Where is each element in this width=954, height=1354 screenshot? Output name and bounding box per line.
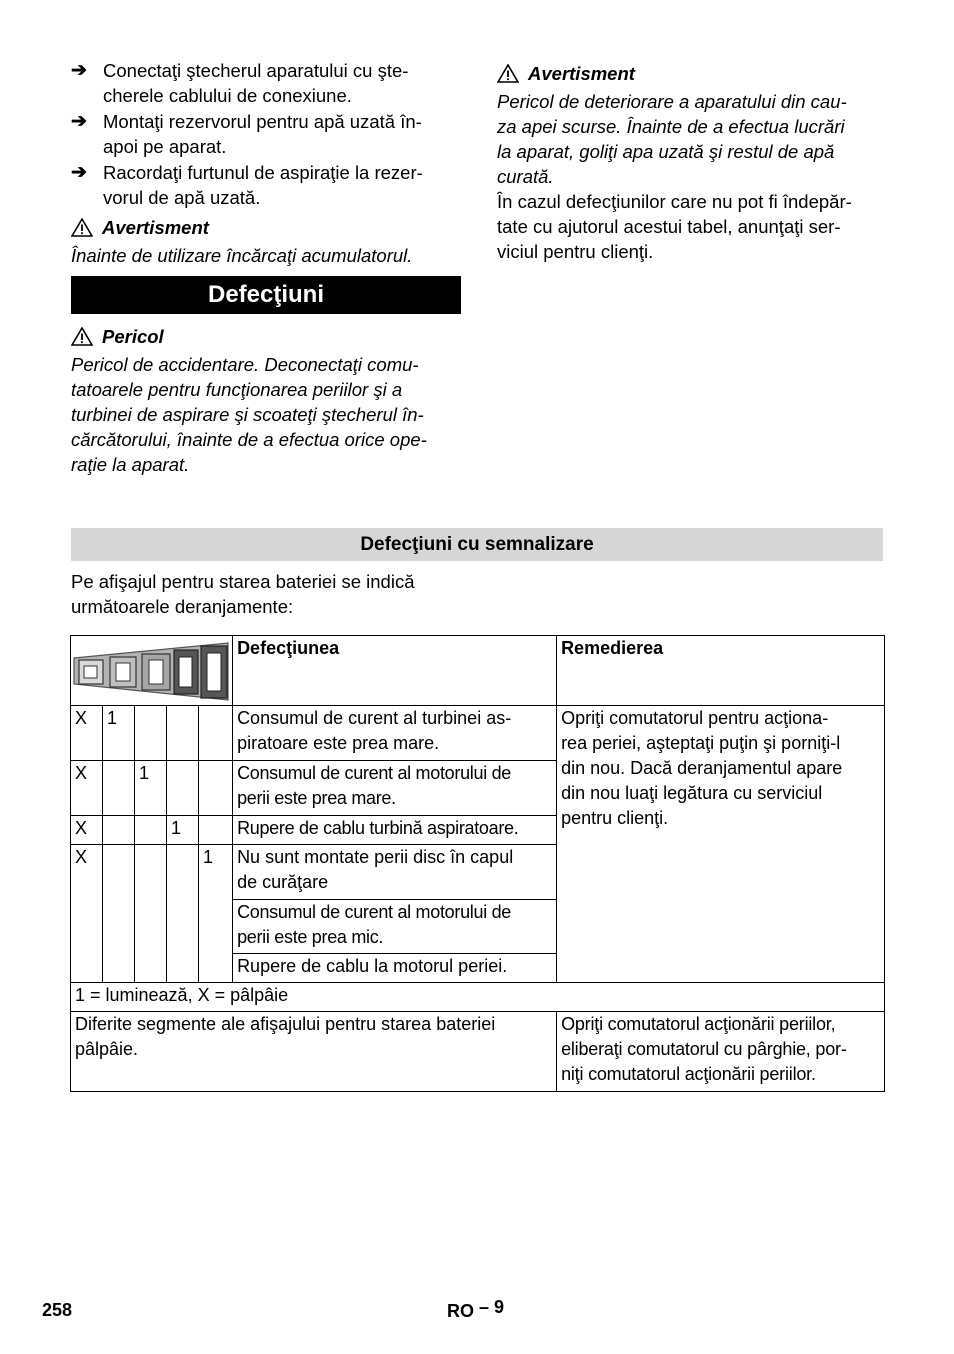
indicator-cell: 1 — [199, 845, 233, 983]
fault-cell: Consumul de curent al turbinei as- piratoare este prea mare. — [233, 706, 557, 761]
step-text: Montaţi rezervorul pentru apă uzată în- apoi pe aparat. — [103, 111, 422, 157]
fault-column-header: Defecţiunea — [233, 636, 557, 706]
indicator-cell: 1 — [167, 816, 199, 845]
indicator-cell: X — [71, 706, 103, 761]
battery-display-icon — [71, 637, 231, 705]
intro-text: Pe afişajul pentru starea bateriei se indică următoarele deranjamente: — [71, 571, 415, 617]
warning-title: Avertisment — [528, 63, 635, 84]
section-page-number: – 9 — [479, 1297, 505, 1317]
remedy-column-header: Remedierea — [557, 636, 885, 706]
warning-heading — [71, 215, 461, 240]
section-page-label — [447, 1295, 504, 1320]
indicator-cell — [199, 706, 233, 761]
legend-cell: 1 = luminează, X = pâlpâie — [71, 983, 885, 1012]
indicator-cell — [167, 761, 199, 816]
arrow-right-icon: ➔ — [71, 60, 87, 81]
fault-cell: Consumul de curent al motorului de perii este prea mic. — [233, 900, 557, 954]
instruction-step — [71, 58, 461, 108]
service-note: În cazul defecţiunilor care nu pot fi îndepăr- tate cu ajutorul acestui tabel, anunţaţi ser- viciul pentru clienţi. — [497, 191, 852, 262]
instruction-step — [71, 160, 461, 210]
arrow-right-icon: ➔ — [71, 111, 87, 132]
warning-title: Avertisment — [102, 217, 209, 238]
indicator-cell — [103, 761, 135, 816]
warning-heading — [497, 61, 887, 86]
step-text: Racordaţi furtunul de aspiraţie la rezer- vorul de apă uzată. — [103, 162, 423, 208]
step-text: Conectaţi ştecherul aparatului cu şte- cherele cablului de conexiune. — [103, 60, 409, 106]
battery-display-cell — [71, 636, 233, 706]
table-row — [71, 706, 885, 761]
fault-table — [70, 635, 885, 1092]
remedy-cell: Opriţi comutatorul pentru acţiona- rea periei, aşteptaţi puţin şi porniţi-l din nou. Dacă deranjamentul apare din nou luaţi legătura cu serviciul pentru clienţi. — [557, 706, 885, 983]
indicator-cell — [199, 761, 233, 816]
fault-cell: Consumul de curent al motorului de perii este prea mare. — [233, 761, 557, 816]
fault-cell: Rupere de cablu turbină aspiratoare. — [233, 816, 557, 845]
indicator-cell — [167, 845, 199, 983]
indicator-cell: 1 — [135, 761, 167, 816]
indicator-cell — [103, 845, 135, 983]
fault-cell: Nu sunt montate perii disc în capul de curăţare — [233, 845, 557, 900]
language-code: RO — [447, 1301, 474, 1321]
indicator-cell — [135, 816, 167, 845]
fault-cell: Rupere de cablu la motorul periei. — [233, 954, 557, 983]
indicator-cell: X — [71, 816, 103, 845]
table-header-row — [71, 636, 885, 706]
warning-triangle-icon — [71, 327, 93, 346]
danger-text: Pericol de accidentare. Deconectaţi comu- tatoarele pentru funcţionarea periilor şi a turbinei de aspirare şi scoateţi ştecherul în- cărcătorului, înainte de a efectua orice ope- raţie la aparat. — [71, 354, 427, 475]
remedy-cell: Opriţi comutatorul acţionării periilor, eliberaţi comutatorul cu pârghie, por- niţi comutatorul acţionării periilor. — [557, 1012, 885, 1092]
table-row — [71, 1012, 885, 1092]
fault-cell: Diferite segmente ale afişajului pentru starea bateriei pâlpâie. — [71, 1012, 557, 1092]
indicator-cell — [135, 706, 167, 761]
warning-text: Pericol de deteriorare a aparatului din cau- za apei scurse. Înainte de a efectua lucrări la aparat, goliţi apa uzată şi restul de apă curată. — [497, 91, 847, 187]
danger-heading — [71, 324, 461, 349]
indicator-cell — [167, 706, 199, 761]
warning-text: Înainte de utilizare încărcaţi acumulatorul. — [71, 245, 413, 266]
arrow-right-icon: ➔ — [71, 162, 87, 183]
indicator-cell: 1 — [103, 706, 135, 761]
legend-row — [71, 983, 885, 1012]
indicator-cell — [199, 816, 233, 845]
page-number: 258 — [42, 1300, 73, 1320]
subsection-heading: Defecţiuni cu semnalizare — [71, 528, 883, 561]
instruction-step — [71, 109, 461, 159]
danger-title: Pericol — [102, 326, 164, 347]
indicator-cell — [103, 816, 135, 845]
right-column — [497, 61, 887, 264]
left-column — [71, 58, 461, 477]
section-heading: Defecţiuni — [71, 276, 461, 314]
warning-triangle-icon — [71, 218, 93, 237]
indicator-cell: X — [71, 761, 103, 816]
warning-triangle-icon — [497, 64, 519, 83]
indicator-cell: X — [71, 845, 103, 983]
indicator-cell — [135, 845, 167, 983]
